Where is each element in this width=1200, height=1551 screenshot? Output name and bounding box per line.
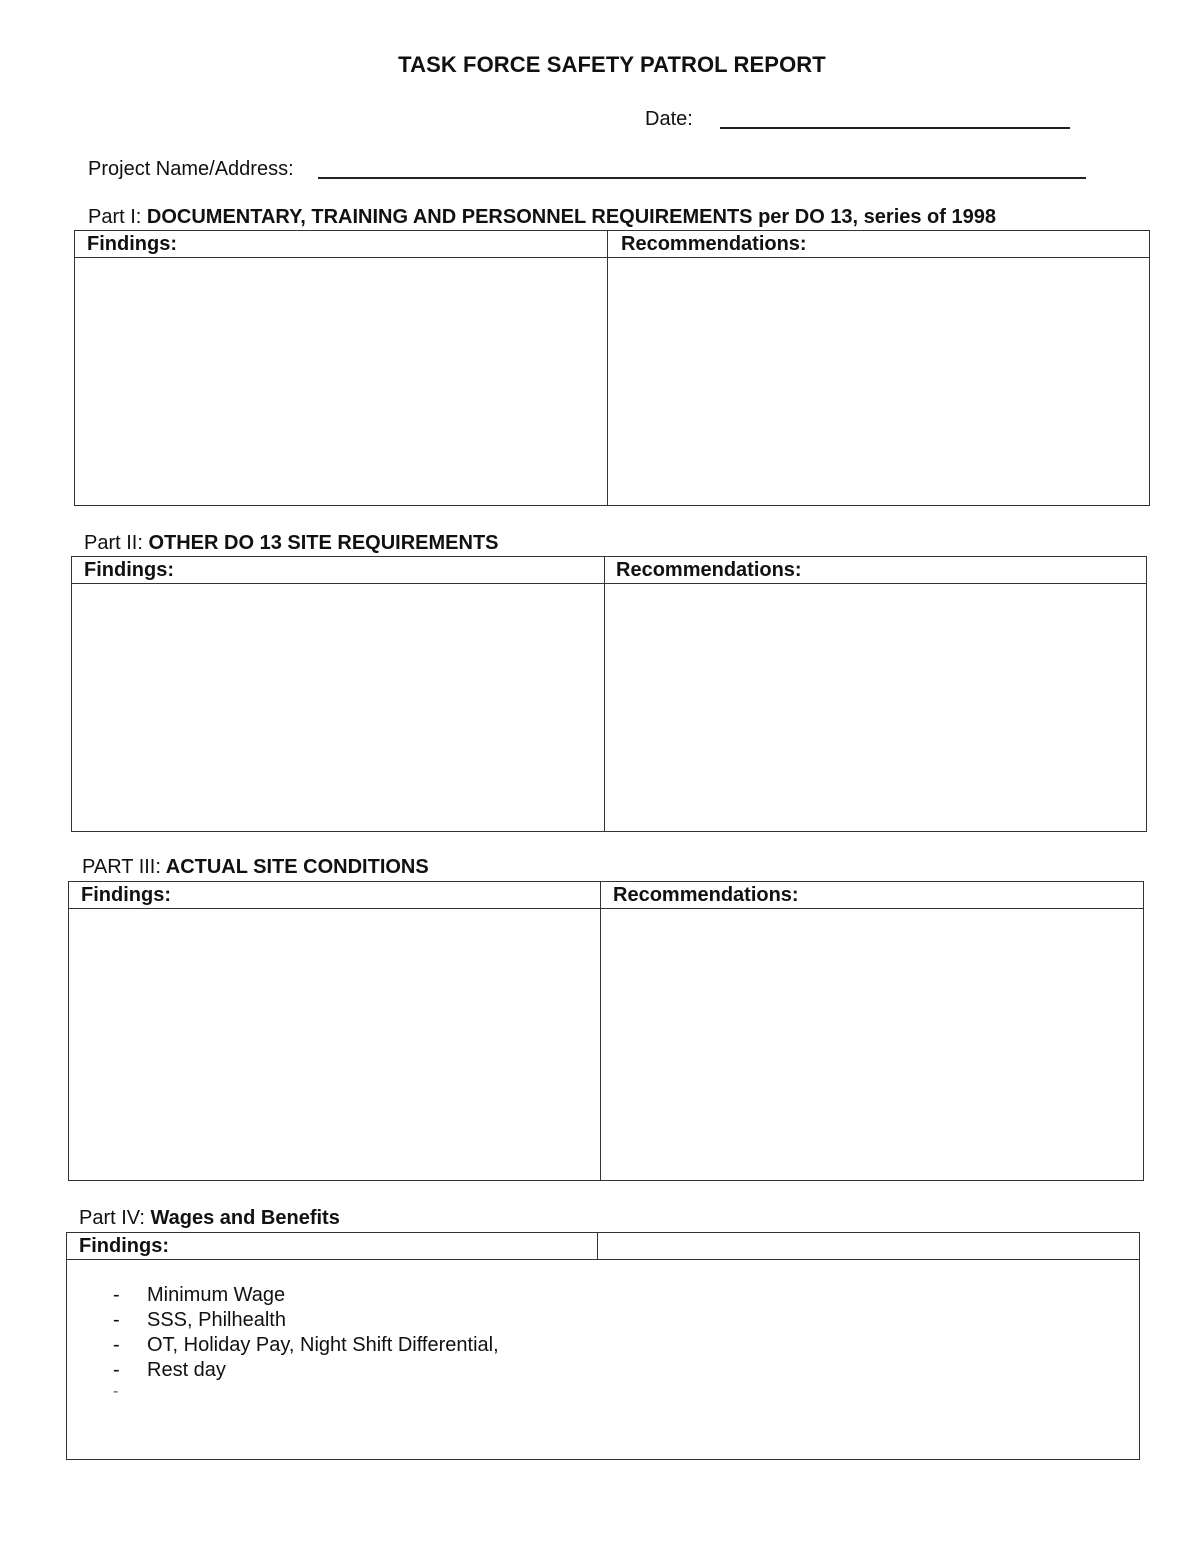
part-1-findings-label: Findings: [87,233,177,255]
list-dash: - [113,1359,120,1381]
part-1-header-row [75,231,1149,258]
part-4-heading [79,1207,340,1230]
part-3-column-divider [600,882,601,1180]
part-2-findings-area[interactable] [74,585,602,829]
part-1-recommendations-label: Recommendations: [621,233,807,255]
list-item [105,1358,499,1383]
part-3-recommendations-area[interactable] [604,910,1141,1178]
report-title: TASK FORCE SAFETY PATROL REPORT [398,52,826,77]
list-item [105,1333,499,1358]
part-4-header-divider [597,1233,598,1259]
date-field[interactable] [720,127,1070,129]
part-2-table [71,556,1147,832]
date-label: Date: [645,108,693,130]
list-dash: - [113,1284,120,1306]
part-1-lead: Part I: [88,206,142,228]
part-3-header-row [69,882,1143,909]
part-3-title: ACTUAL SITE CONDITIONS [165,856,429,878]
list-dash: - [113,1334,120,1356]
part-2-recommendations-area[interactable] [608,585,1144,829]
part-3-heading [82,856,429,879]
wage-benefits-list [105,1283,499,1383]
part-3-findings-label: Findings: [81,884,171,906]
wage-item-ot-holiday-pay: OT, Holiday Pay, Night Shift Differential, [147,1334,499,1356]
part-4-title: Wages and Benefits [150,1207,340,1229]
part-1-table [74,230,1150,506]
part-2-heading [84,532,499,555]
part-2-title: OTHER DO 13 SITE REQUIREMENTS [148,532,499,554]
part-3-lead: PART III: [82,856,161,878]
part-4-findings-label: Findings: [79,1235,169,1257]
part-2-lead: Part II: [84,532,143,554]
part-4-header-row [67,1233,1139,1260]
wage-item-minimum-wage: Minimum Wage [147,1284,286,1306]
wage-item-sss-philhealth: SSS, Philhealth [147,1309,286,1331]
project-field[interactable] [318,177,1086,179]
part-3-table [68,881,1144,1181]
part-2-findings-label: Findings: [84,559,174,581]
part-4-table [66,1232,1140,1460]
list-item [105,1308,499,1333]
part-1-recommendations-area[interactable] [611,259,1147,503]
part-3-findings-area[interactable] [71,910,598,1178]
list-item [105,1283,499,1308]
part-1-heading [88,206,996,229]
part-1-findings-area[interactable] [77,259,605,503]
project-label: Project Name/Address: [88,158,294,180]
part-3-recommendations-label: Recommendations: [613,884,799,906]
empty-list-dash: - [113,1383,119,1400]
part-1-title: DOCUMENTARY, TRAINING AND PERSONNEL REQUIREMENTS per DO 13, series of 1998 [146,206,996,228]
part-2-header-row [72,557,1146,584]
wage-item-rest-day: Rest day [147,1359,226,1381]
part-2-column-divider [604,557,605,831]
part-2-recommendations-label: Recommendations: [616,559,802,581]
list-dash: - [113,1309,120,1331]
part-1-column-divider [607,231,608,505]
part-4-lead: Part IV: [79,1207,145,1229]
